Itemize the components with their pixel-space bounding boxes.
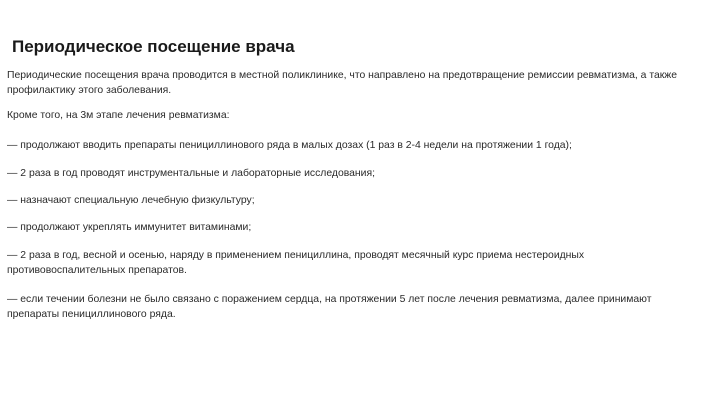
list-item: — 2 раза в год, весной и осенью, наряду в применением пенициллина, проводят месячный курс приема нестероидных противовоспалительных препаратов. <box>7 250 585 276</box>
list-item: — если течении болезни не было связано с поражением сердца, на протяжении 5 лет после лечения ревматизма, далее принимают препараты пенициллинового ряда. <box>7 294 652 320</box>
list-item: — продолжают вводить препараты пенициллинового ряда в малых дозах (1 раз в 2-4 недели на протяжении 1 года); <box>7 140 572 151</box>
page-title: Периодическое посещение врача <box>12 37 295 56</box>
intro-paragraph: Периодические посещения врача проводится в местной поликлинике, что направлено на предотвращение ремиссии ревматизма, а также профилактику этого заболевания. <box>7 70 678 96</box>
list-item: — 2 раза в год проводят инструментальные и лабораторные исследования; <box>7 168 375 179</box>
list-item: — назначают специальную лечебную физкультуру; <box>7 195 255 206</box>
list-item: — продолжают укреплять иммунитет витаминами; <box>7 222 252 233</box>
lead-paragraph: Кроме того, на 3м этапе лечения ревматизма: <box>7 110 230 121</box>
